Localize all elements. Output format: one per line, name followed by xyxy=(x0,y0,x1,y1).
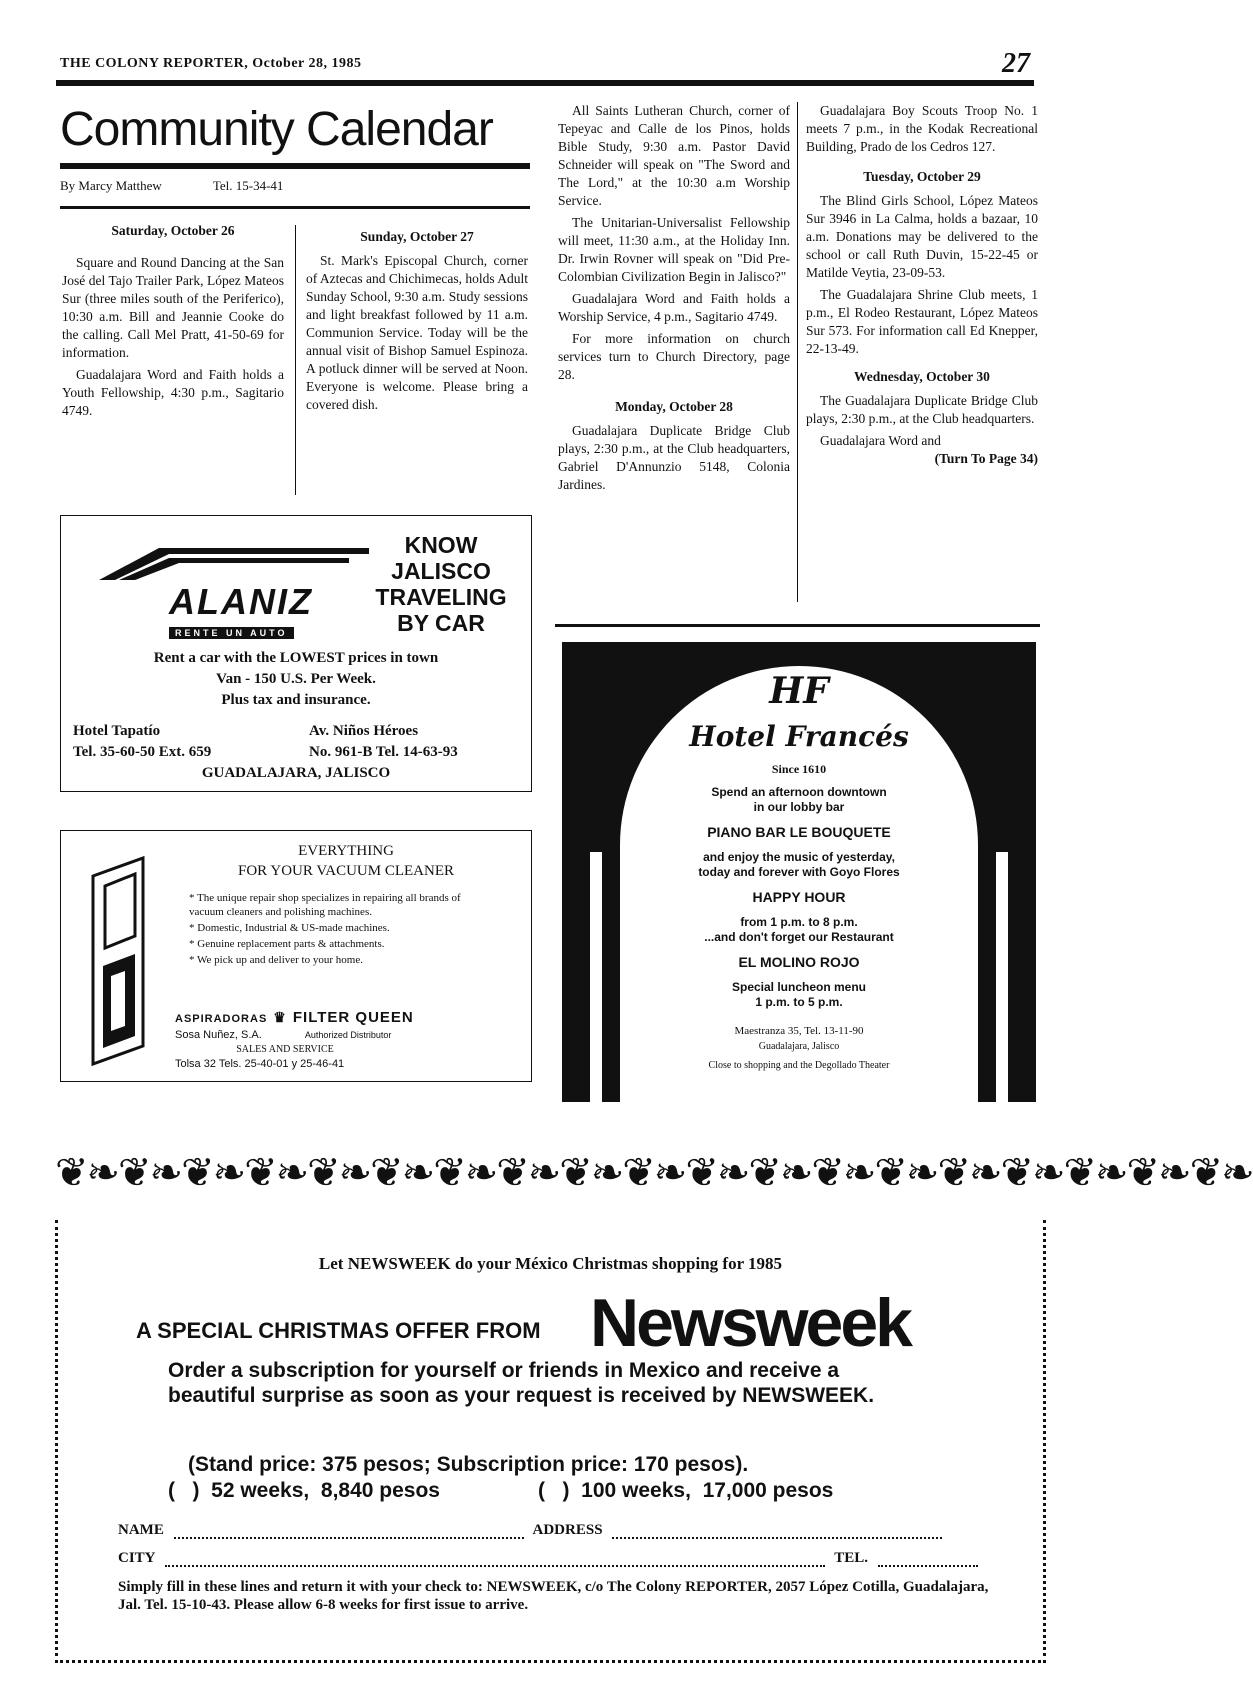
rental-address-right xyxy=(309,721,529,763)
rental-line: Van - 150 U.S. Per Week. xyxy=(216,671,376,687)
newsweek-prices: (Stand price: 375 pesos; Subscription price: 170 pesos). xyxy=(188,1453,749,1476)
hotel-line: Maestranza 35, Tel. 13-11-90 xyxy=(734,1025,864,1037)
distributor-label: Authorized Distributor xyxy=(304,1030,392,1040)
rental-line: Plus tax and insurance. xyxy=(221,692,371,708)
calendar-column-2 xyxy=(306,222,528,418)
headline-line: BY CAR xyxy=(397,610,485,636)
calendar-entry: Guadalajara Boy Scouts Troop No. 1 meets 7 p.m., in the Kodak Recreational Building, Prado de los Cedros 127. xyxy=(806,103,1038,154)
vacuum-ad xyxy=(60,830,532,1082)
name-label: NAME xyxy=(118,1522,164,1538)
newsweek-body: Order a subscription for yourself or friends in Mexico and receive a beautiful surprise as soon as your request is received by NEWSWEEK. xyxy=(168,1359,875,1407)
day-heading: Sunday, October 27 xyxy=(360,229,474,244)
day-heading: Tuesday, October 29 xyxy=(863,169,981,184)
hotel-line: 1 p.m. to 5 p.m. xyxy=(755,995,843,1009)
headline-line: TRAVELING xyxy=(375,584,507,610)
hotel-line: today and forever with Goyo Flores xyxy=(698,865,900,879)
hotel-name: Hotel Francés xyxy=(689,720,909,753)
hotel-line: Close to shopping and the Degollado Theater xyxy=(708,1060,890,1071)
section-title: Community Calendar xyxy=(60,103,493,156)
alaniz-logo xyxy=(99,546,369,641)
calendar-entry: Square and Round Dancing at the San José del Tajo Trailer Park, López Mateos Sur (three miles south of the Periferico), 10:30 a.m. Bill and Jeannie Cooke do the calling. Call Mel Pratt, 41-50-69 for information. xyxy=(62,255,284,360)
day-heading: Saturday, October 26 xyxy=(111,223,235,238)
calendar-entry: Guadalajara Duplicate Bridge Club plays, 2:30 p.m., at the Club headquarters, Gabriel D'Annunzio 5148, Colonia Jardines. xyxy=(558,423,790,492)
headline-line: KNOW xyxy=(404,532,478,558)
newsweek-logo: Newsweek xyxy=(590,1285,910,1361)
city-label: CITY xyxy=(118,1550,155,1566)
hotel-line: Special luncheon menu xyxy=(731,980,867,994)
newsweek-top-line: Let NEWSWEEK do your México Christmas shopping for 1985 xyxy=(318,1254,783,1273)
hotel-line: PIANO BAR LE BOUQUETE xyxy=(707,824,891,840)
feature-item: * Domestic, Industrial & US-made machines. xyxy=(189,922,390,934)
hotel-line: ...and don't forget our Restaurant xyxy=(704,930,894,944)
calendar-entry: All Saints Lutheran Church, corner of Tepeyac and Calle de los Pinos, holds Bible Study, 9:30 a.m. Pastor David Schneider will speak on "The Sword and The Lord," at the 10:30 a.m Worship Service. xyxy=(558,103,790,208)
pillar xyxy=(996,852,1008,1102)
calendar-entry: St. Mark's Episcopal Church, corner of Aztecas and Chichimecas, holds Adult Sunday School, 9:30 a.m. Study sessions and light breakfast followed by 11 a.m. Communion Service. Today will be the annual visit of Bishop Samuel Espinoza. A potluck dinner will be served at Noon. Everyone is welcome. Please bring a covered dish. xyxy=(306,253,528,412)
calendar-entry: The Unitarian-Universalist Fellowship will meet, 11:30 a.m., at the Holiday Inn. Dr. Irwin Rovner will speak on "Did Pre-Colombian Civilization Begin in Jalisco?" xyxy=(558,215,790,284)
calendar-column-1 xyxy=(62,222,284,424)
name-field[interactable] xyxy=(174,1537,524,1539)
hotel-line: in our lobby bar xyxy=(753,800,845,814)
feature-item: * Genuine replacement parts & attachments. xyxy=(189,938,385,950)
pillar xyxy=(590,852,602,1102)
address-line: No. 961-B Tel. 14-63-93 xyxy=(309,744,458,760)
calendar-entry: Guadalajara Word and Faith holds a Youth Fellowship, 4:30 p.m., Sagitario 4749. xyxy=(62,367,284,418)
author-tel: Tel. 15-34-41 xyxy=(212,178,284,193)
column-rule xyxy=(295,225,296,495)
byline xyxy=(60,178,530,194)
page-number: 27 xyxy=(1002,48,1030,79)
title-line: FOR YOUR VACUUM CLEANER xyxy=(237,863,454,879)
vacuum-title xyxy=(171,841,521,881)
option-52-weeks: ( ) 52 weeks, 8,840 pesos xyxy=(168,1479,440,1502)
calendar-entry: The Guadalajara Shrine Club meets, 1 p.m., El Rodeo Restaurant, López Mateos Sur 573. For information call Ed Knepper, 22-13-49. xyxy=(806,287,1038,356)
feature-item: * The unique repair shop specializes in repairing all brands of vacuum cleaners and polishing machines. xyxy=(189,892,461,918)
feature-item: * We pick up and deliver to your home. xyxy=(189,954,363,966)
calendar-entry: Guadalajara Word and xyxy=(820,433,941,448)
hotel-details xyxy=(642,762,956,1073)
calendar-entry: The Blind Girls School, López Mateos Sur 3946 in La Calma, holds a bazaar, 10 a.m. Donations may be delivered to the school or call Ruth Duvin, 15-22-45 or Matilde Veytia, 23-09-53. xyxy=(806,193,1038,280)
hotel-line: Since 1610 xyxy=(771,762,827,776)
address-line: Av. Niños Héroes xyxy=(309,723,419,739)
vacuum-company xyxy=(175,1029,515,1041)
crown-icon: ♛ xyxy=(273,1009,287,1025)
rental-city: GUADALAJARA, JALISCO xyxy=(201,765,391,781)
byline-rule xyxy=(60,206,530,209)
brand-aspiradoras: ASPIRADORAS xyxy=(175,1013,268,1025)
alaniz-swoosh-icon xyxy=(99,546,369,582)
alaniz-tagline: RENTE UN AUTO xyxy=(169,627,294,639)
calendar-entry: For more information on church services turn to Church Directory, page 28. xyxy=(558,331,790,382)
hotel-line: from 1 p.m. to 8 p.m. xyxy=(740,915,858,929)
calendar-column-4 xyxy=(806,102,1038,468)
name-row xyxy=(118,1522,1018,1539)
hotel-line: Guadalajara, Jalisco xyxy=(758,1041,840,1052)
title-line: EVERYTHING xyxy=(298,843,394,859)
turn-to-page: (Turn To Page 34) xyxy=(934,451,1038,466)
brand-filter-queen: FILTER QUEEN xyxy=(292,1009,414,1026)
vacuum-features xyxy=(189,891,489,967)
calendar-column-3 xyxy=(558,102,790,498)
option-100-weeks: ( ) 100 weeks, 17,000 pesos xyxy=(538,1479,834,1502)
address-label: ADDRESS xyxy=(532,1522,603,1538)
company-name: Sosa Nuñez, S.A. xyxy=(175,1029,262,1041)
hotel-line: EL MOLINO ROJO xyxy=(738,954,860,970)
tel-label: TEL. xyxy=(834,1550,868,1566)
calendar-entry: The Guadalajara Duplicate Bridge Club plays, 2:30 p.m., at the Club headquarters. xyxy=(806,393,1038,426)
city-row xyxy=(118,1550,1018,1567)
alaniz-wordmark: ALANIZ xyxy=(169,581,313,622)
vacuum-address: Tolsa 32 Tels. 25-40-01 y 25-46-41 xyxy=(175,1058,345,1070)
day-heading: Monday, October 28 xyxy=(615,399,733,414)
day-heading: Wednesday, October 30 xyxy=(854,369,990,384)
rental-address-left xyxy=(73,721,273,763)
car-rental-ad xyxy=(60,515,532,792)
address-line: Hotel Tapatío xyxy=(73,723,161,739)
column-bottom-rule xyxy=(555,624,1040,627)
ornamental-border: ❦❧❦❧❦❧❦❧❦❧❦❧❦❧❦❧❦❧❦❧❦❧❦❧❦❧❦❧❦❧❦❧❦❧❦❧❦❧ xyxy=(55,1150,1253,1196)
filter-queen-logo-icon xyxy=(79,856,149,1066)
calendar-entry: Guadalajara Word and Faith holds a Worship Service, 4 p.m., Sagitario 4749. xyxy=(558,291,790,324)
newsweek-ad xyxy=(55,1220,1046,1663)
city-field[interactable] xyxy=(165,1565,825,1567)
title-rule xyxy=(60,163,530,169)
hotel-monogram: HF xyxy=(769,670,829,712)
author: By Marcy Matthew xyxy=(60,178,162,193)
column-rule xyxy=(797,102,798,602)
vacuum-brand xyxy=(175,1009,515,1027)
vacuum-sales: SALES AND SERVICE xyxy=(236,1044,334,1055)
know-jalisco-headline xyxy=(361,532,521,636)
hotel-line: Spend an afternoon downtown xyxy=(711,785,887,799)
tel-field[interactable] xyxy=(878,1565,978,1567)
hotel-line: and enjoy the music of yesterday, xyxy=(703,850,895,864)
newsweek-offer: A SPECIAL CHRISTMAS OFFER FROM xyxy=(136,1318,541,1343)
address-line: Tel. 35-60-50 Ext. 659 xyxy=(73,744,212,760)
hotel-line: HAPPY HOUR xyxy=(752,889,846,905)
address-field[interactable] xyxy=(612,1537,942,1539)
rental-details xyxy=(61,648,531,711)
hotel-ad xyxy=(562,642,1036,1102)
newsweek-footer: Simply fill in these lines and return it with your check to: NEWSWEEK, c/o The Colony REPORTER, 2057 López Cotilla, Guadalajara, Jal. Tel. 15-10-43. Please allow 6-8 weeks for first issue to arrive. xyxy=(118,1579,989,1613)
header-rule xyxy=(56,80,1034,86)
headline-line: JALISCO xyxy=(391,558,491,584)
rental-line: Rent a car with the LOWEST prices in town xyxy=(153,650,439,666)
page-header: THE COLONY REPORTER, October 28, 1985 xyxy=(60,56,362,71)
